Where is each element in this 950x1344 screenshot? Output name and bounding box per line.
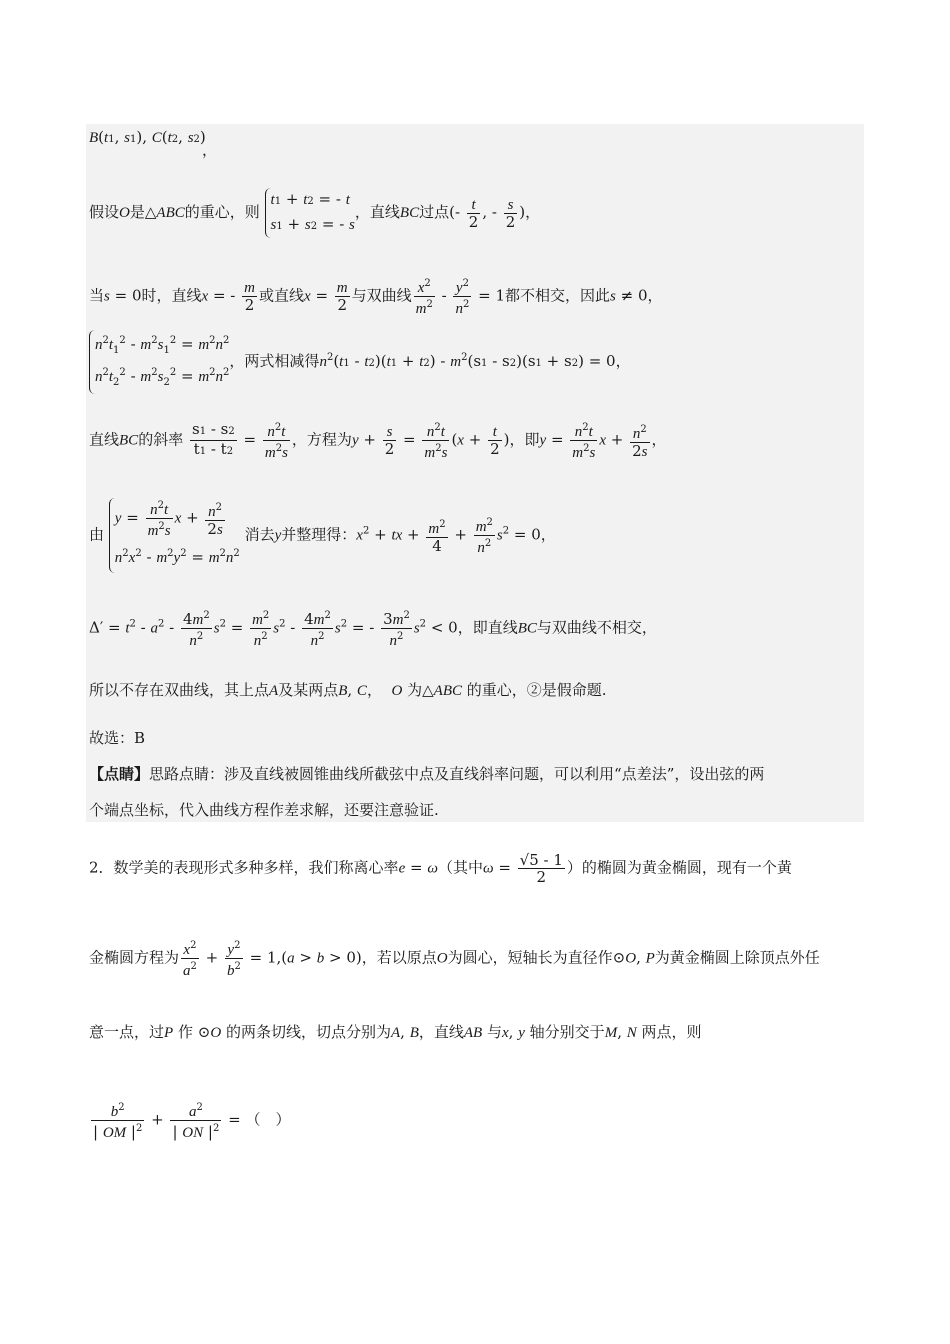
problem-number: 2． <box>89 858 114 877</box>
solution-line-2: 假设O是△ABC的重心，则 t1 + t2 = - t s1 + s2 = - s，直线BC过点(- $\frac{t}{2}$ , - $\frac{s}{2}$ )， <box>89 188 540 238</box>
tip-label: 【点睛】 <box>89 765 150 783</box>
line-hyperbola-system: y = $\frac{n^2t}{m^2s}$ x + $\frac{n^2}{2s}$ $n^2x^2 - m^2y^2 = m^2n^2$ <box>109 498 240 573</box>
problem-line-3: 意一点，过P 作 ⊙O 的两条切线，切点分别为A, B，直线AB 与x, y 轴分别交于M, N 两点，则 <box>89 1023 702 1041</box>
solution-line-7: $\Delta' = t^2 - a^2$ - $\frac{4m^2}{n^2}$ $s^2$ = $\frac{m^2}{n^2}$ $s^2$ - $\frac{4m^2}{n^2}$ $s^2$ = - $\frac{3m^2}{n^2}$ $s^2 < 0$，即直线BC与双曲线不相交， <box>89 610 657 649</box>
tip-line-1: 【点睛】思路点睛：涉及直线被圆锥曲线所截弦中点及直线斜率问题，可以利用“点差法”，设出弦的两 <box>89 765 765 783</box>
problem-line-1: 2．数学美的表现形式多种多样，我们称离心率e = ω（其中ω = $\frac{√5 - 1}{2}$ ）的椭圆为黄金椭圆，现有一个黄 <box>89 851 792 886</box>
tip-line-2: 个端点坐标，代入曲线方程作差求解，还要注意验证. <box>89 801 439 819</box>
solution-line-6: 由 y = $\frac{n^2t}{m^2s}$ x + $\frac{n^2}{2s}$ $n^2x^2 - m^2y^2 = m^2n^2$ 消去y并整理得：$x^2$ + tx + $\frac{m^2}{4}$ + $\frac{m^2}{n^2}$ $s^2 = 0$， <box>89 498 556 573</box>
problem-line-2: 金椭圆方程为 $\frac{x^2}{a^2}$ + $\frac{y^2}{b^2}$ = 1,(a > b > 0)，若以原点O为圆心，短轴长为直径作⊙O, P为黄金椭圆上除顶点外任 <box>89 940 820 979</box>
answer-line: 故选：B <box>89 729 146 747</box>
solution-line-8: 所以不存在双曲线，其上点A及某两点B, C， O 为△ABC 的重心，②是假命题. <box>89 681 607 699</box>
solution-line-5: 直线BC的斜率 $\frac{s1 - s2}{t1 - t2}$ = $\frac{n^2t}{m^2s}$ ，方程为y + $\frac{s}{2}$ = $\frac{n^2t}{m^2s}$ (x + $\frac{t}{2}$ )，即y = $\frac{n^2t}{m^2s}$ x + $\frac{n^2}{2s}$ ， <box>89 420 667 461</box>
hyperbola-system: $n^2t_1^2 - m^2s_1^2 = m^2n^2$ $n^2t_2^2 - m^2s_2^2 = m^2n^2$ <box>89 330 229 394</box>
problem-line-4: $\frac{b^2}{| OM |^2}$ + $\frac{a^2}{| ON |^2}$ = （ ） <box>93 1102 291 1141</box>
solution-line-3: 当s = 0时，直线x = - $\frac{m}{2}$ 或直线x = $\frac{m}{2}$ 与双曲线 $\frac{x^2}{m^2}$ - $\frac{y^2}{n^2}$ = 1都不相交，因此s ≠ 0， <box>89 278 663 317</box>
centroid-system: t1 + t2 = - t s1 + s2 = - s <box>265 188 355 238</box>
solution-line-4: $n^2t_1^2 - m^2s_1^2 = m^2n^2$ $n^2t_2^2 - m^2s_2^2 = m^2n^2$，两式相减得$n^2(t1 - t2)(t1 + t2) - m^2(s1 - s2)(s1 + s2) = 0$， <box>89 330 631 394</box>
solution-line-1: B(t1, s1), C(t2, s2) <box>89 128 206 146</box>
